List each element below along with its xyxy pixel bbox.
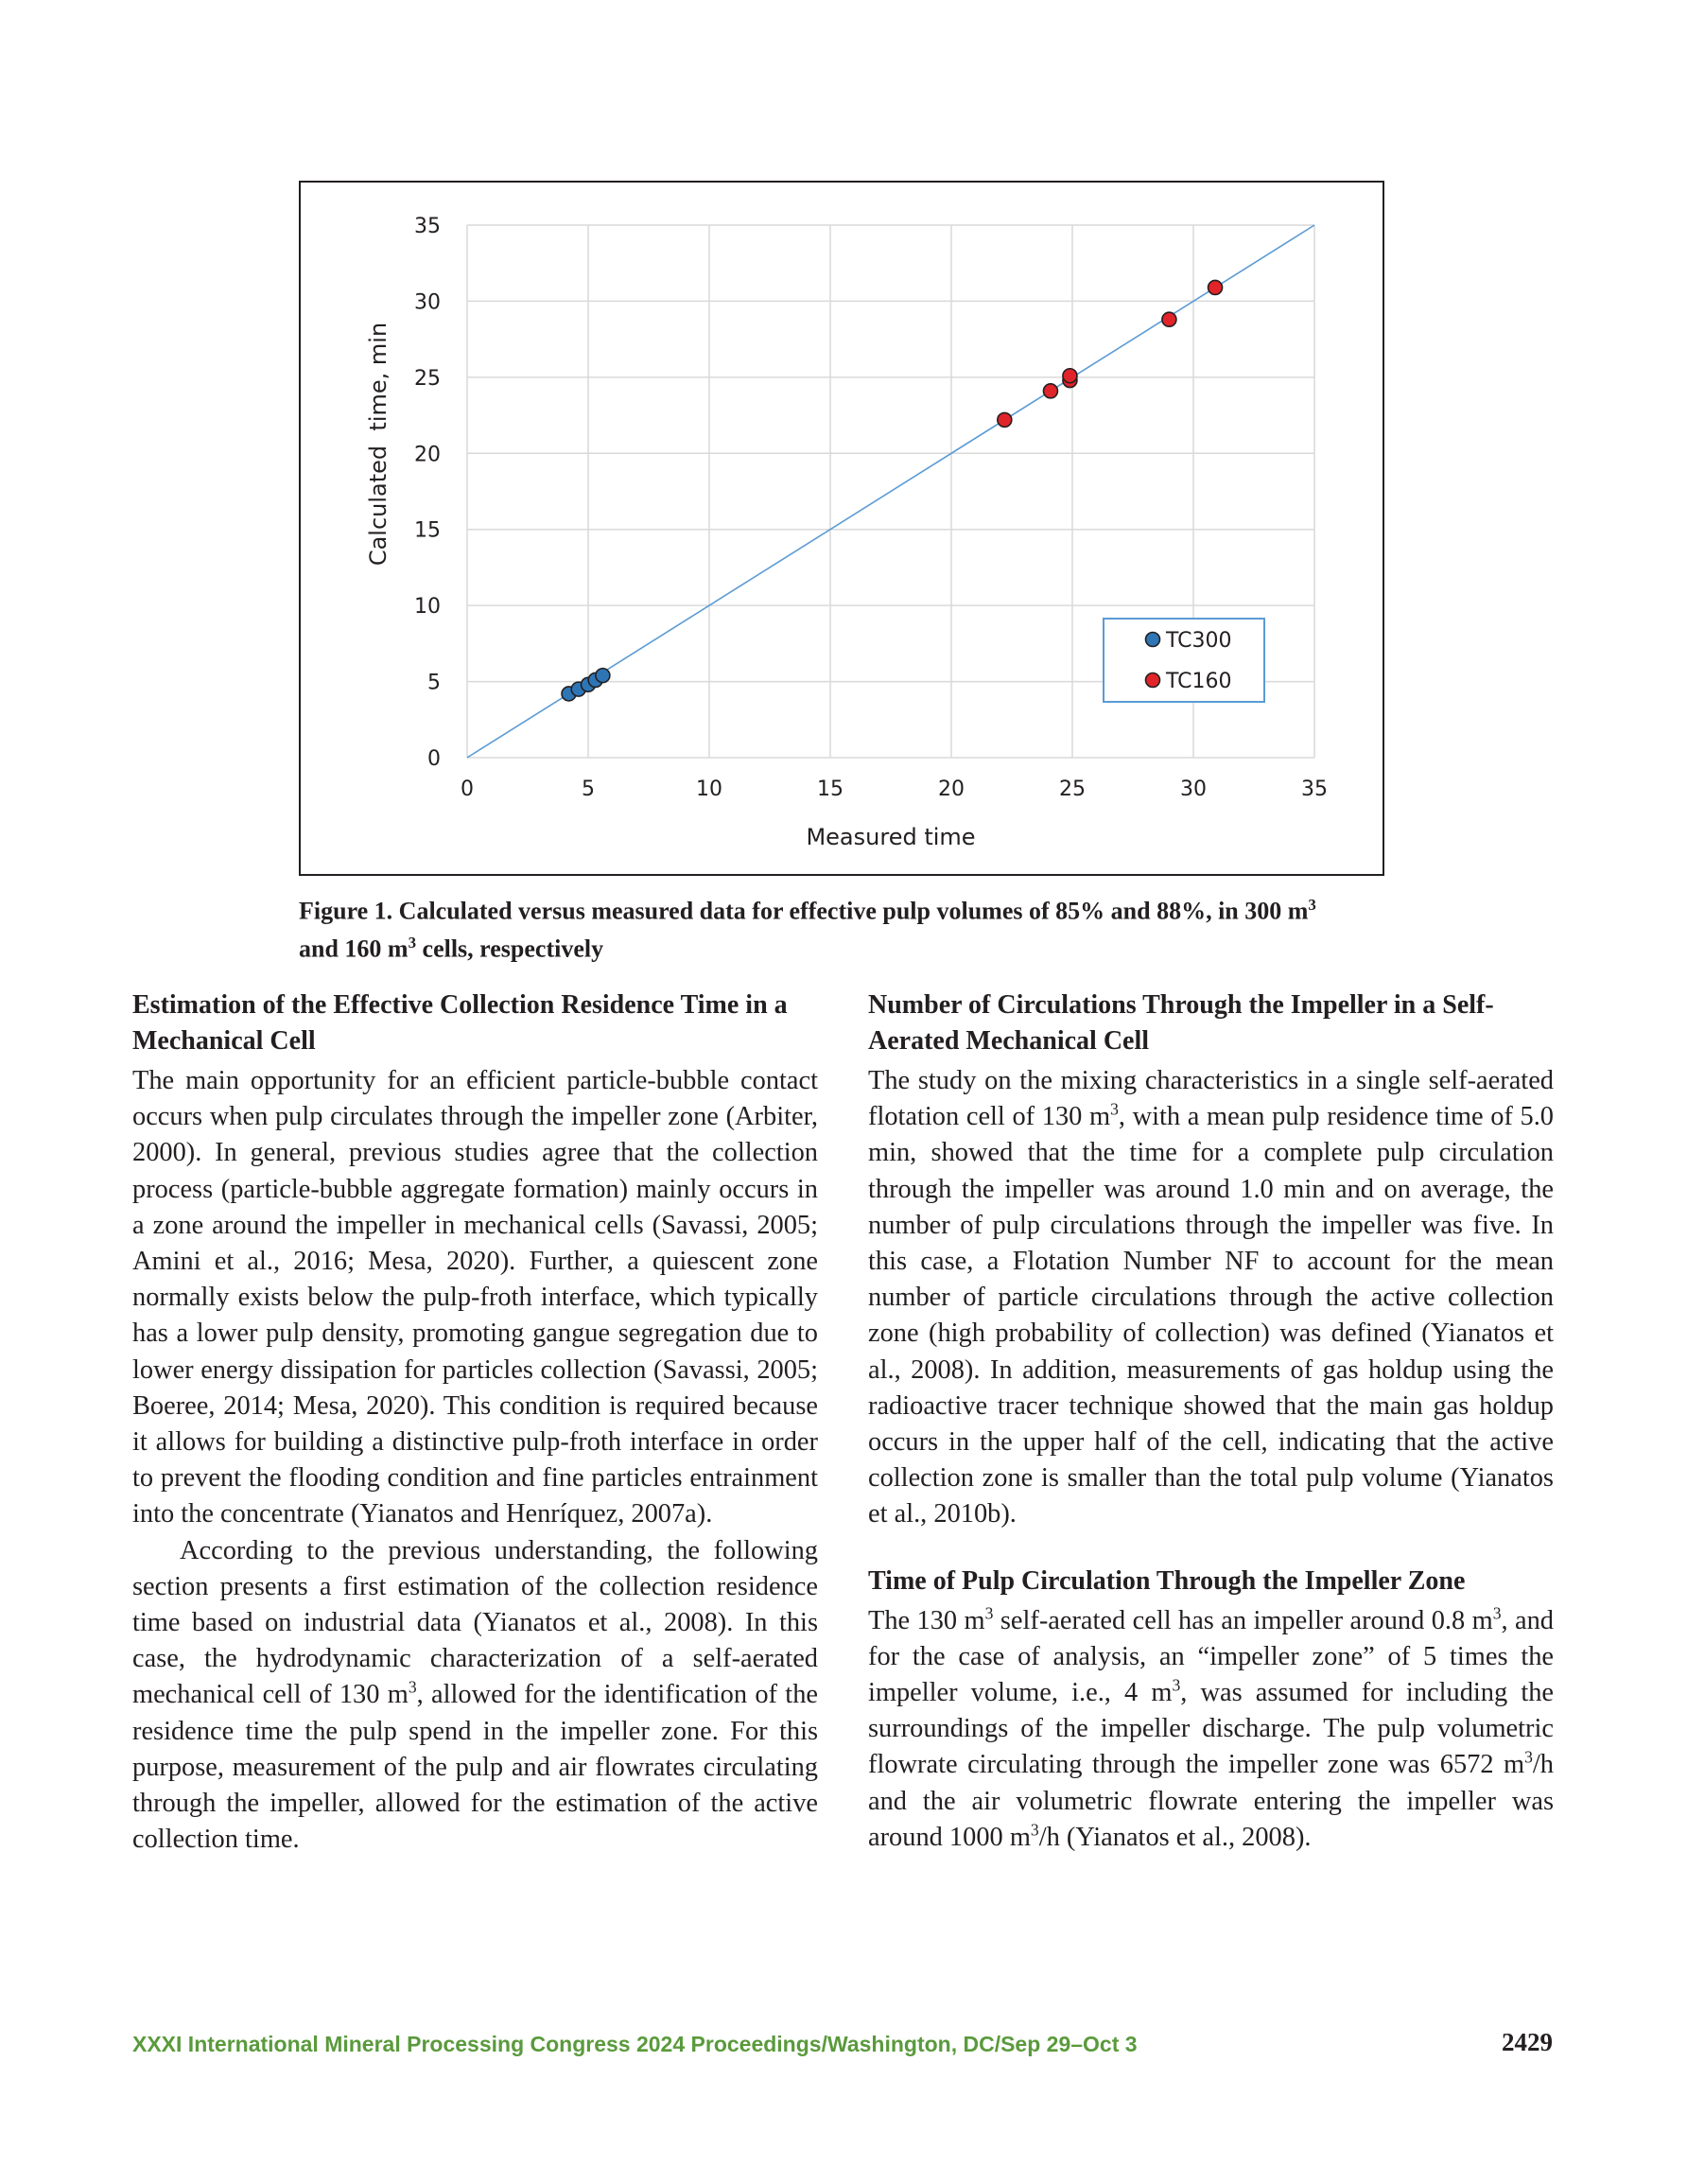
x-tick-label: 25	[1059, 778, 1086, 801]
sup: 3	[1492, 1603, 1502, 1623]
paragraph-pulp-circulation	[868, 1603, 1554, 1856]
data-point-tc160	[1162, 312, 1176, 326]
caption-text-2: and 160 m	[299, 935, 409, 963]
caption-text-1: Figure 1. Calculated versus measured data for effective pulp volumes of 85% and 88%, in 300 m	[299, 897, 1309, 925]
y-tick-label: 20	[414, 443, 441, 467]
text: self-aerated cell has an impeller around 0.8 m	[993, 1605, 1493, 1635]
x-tick-label: 0	[461, 778, 474, 801]
paragraph-estimation-b: , allowed for the identification of the residence time the pulp spend in the impeller zone. For this purpose, measurement of the pulp and air flowrates circulating through the impeller, allowed for the estimation of the active collection time.	[132, 1680, 818, 1855]
text: The 130 m	[868, 1605, 985, 1635]
footer-proceedings: XXXI International Mineral Processing Congress 2024 Proceedings/Washington, DC/Sep 29–Oct 3	[132, 2032, 1138, 2056]
legend-label-tc160: TC160	[1166, 670, 1232, 693]
figure-1-chart	[299, 181, 1384, 876]
y-axis-label: Calculated time, min	[365, 322, 391, 567]
paragraph-circulations	[868, 1063, 1554, 1533]
figure-caption	[299, 889, 1396, 964]
text: /h (Yianatos et al., 2008).	[1038, 1822, 1312, 1852]
page-number: 2429	[1502, 2028, 1553, 2056]
scatter-plot	[301, 183, 1383, 874]
sup: 3	[1110, 1099, 1119, 1119]
data-point-tc160	[1043, 384, 1057, 398]
caption-sup-2: 3	[408, 933, 417, 952]
y-tick-label: 35	[414, 215, 441, 238]
x-axis-label: Measured time	[806, 824, 976, 850]
sup: 3	[1172, 1675, 1181, 1695]
data-point-tc160	[1209, 280, 1223, 294]
x-tick-label: 35	[1301, 778, 1328, 801]
section-heading-collection-time: Estimation of the Effective Collection Residence Time in a Mechanical Cell	[132, 990, 788, 1056]
y-tick-label: 10	[414, 595, 441, 620]
paragraph-circulations-a: The study on the mixing characteristics in a single self-aerated flotation cell of 130 m	[868, 1066, 1554, 1132]
sup: 3	[984, 1603, 994, 1623]
legend-marker-tc160	[1146, 673, 1160, 688]
y-tick-label: 25	[414, 366, 441, 391]
y-tick-label: 5	[427, 671, 441, 695]
sup: 3	[408, 1677, 417, 1697]
paragraph-collection-intro: The main opportunity for an efficient particle-bubble contact occurs when pulp circulates through the impeller zone (Arbiter, 2000). In general, previous studies agree that the collection process (particle-bubble aggregate formation) mainly occurs in a zone around the impeller in mechanical cells (Savassi, 2005; Amini et al., 2016; Mesa, 2020). Further, a quiescent zone normally exists below the pulp-froth interface, which typically has a lower pulp density, promoting gangue segregation due to lower energy dissipation for particles collection (Savassi, 2005; Boeree, 2014; Mesa, 2020). This condition is required because it allows for building a distinctive pulp-froth interface in order to prevent the flooding condition and fine particles entrainment into the concentrate (Yianatos and Henríquez, 2007a).	[132, 1066, 818, 1529]
legend-label-tc300: TC300	[1166, 629, 1232, 653]
paragraph-estimation	[132, 1533, 818, 1859]
sup: 3	[1524, 1747, 1533, 1767]
x-tick-label: 10	[696, 778, 722, 801]
section-heading-pulp-circulation: Time of Pulp Circulation Through the Impeller Zone	[868, 1565, 1466, 1596]
paragraph-circulations-b: , with a mean pulp residence time of 5.0 min, showed that the time for a complete pulp circulation through the impeller was around 1.0 min and on average, the number of pulp circulations through the impeller was five. In this case, a Flotation Number NF to account for the mean number of particle circulations through the active collection zone (high probability of collection) was defined (Yianatos et al., 2008). In addition, measurements of gas holdup using the radioactive tracer technique showed that the main gas holdup occurs in the upper half of the cell, indicating that the active collection zone is smaller than the total pulp volume (Yianatos et al., 2010b).	[868, 1102, 1554, 1529]
data-point-tc300	[596, 669, 610, 683]
y-tick-label: 15	[414, 518, 441, 543]
data-point-tc160	[998, 412, 1012, 427]
data-point-tc160	[1063, 369, 1077, 383]
text: , and for the case of analysis, an “impeller zone” of 5 times the impeller volume, i.e., 4 m	[868, 1605, 1554, 1708]
caption-sup-1: 3	[1308, 896, 1316, 914]
x-tick-label: 15	[817, 778, 844, 801]
x-tick-label: 5	[582, 778, 595, 801]
paragraph-estimation-a: According to the previous understanding, the following section presents a first estimation of the collection residence time based on industrial data (Yianatos et al., 2008). In this case, the hydrodynamic characterization of a self-aerated mechanical cell of 130 m	[132, 1535, 818, 1710]
legend-marker-tc300	[1146, 633, 1160, 647]
left-column	[132, 987, 818, 1858]
x-tick-label: 20	[938, 778, 965, 801]
right-column	[868, 987, 1554, 1856]
section-heading-circulations: Number of Circulations Through the Impeller in a Self-Aerated Mechanical Cell	[868, 990, 1494, 1056]
x-tick-label: 30	[1180, 778, 1207, 801]
text: , was assumed for including the surroundings of the impeller discharge. The pulp volumetric flowrate circulating through the impeller zone was 6572 m	[868, 1678, 1554, 1780]
caption-text-3: cells, respectively	[416, 935, 604, 963]
sup: 3	[1030, 1820, 1039, 1840]
y-tick-label: 30	[414, 290, 441, 315]
text: /h and the air volumetric flowrate entering the impeller was around 1000 m	[868, 1750, 1554, 1852]
y-tick-label: 0	[427, 747, 441, 771]
